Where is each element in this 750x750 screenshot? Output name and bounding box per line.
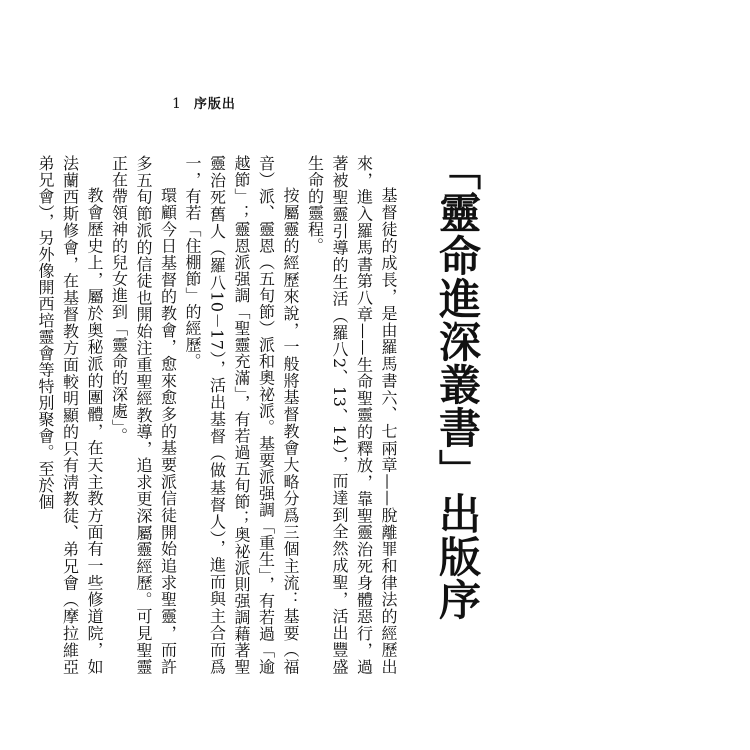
page-title: 「靈命進深叢書」出版序 xyxy=(433,148,482,621)
page-number: 1 xyxy=(172,96,182,112)
running-head-title: 序版出 xyxy=(193,97,236,112)
paragraph: 按屬靈的經歷來說，一般將基督教會大略分爲三個主流：基要（福音）派、靈恩（五旬節）派和奧祕派。基要派强調「重生」，有若過「逾越節」；靈恩派强調「聖靈充滿」，有若過五旬節；奥祕派則强調藉著聖靈治死舊人（羅八10－17），活出基督（做基督人），進而與主合而爲一，有若「住棚節」的經歷。 xyxy=(183,155,300,675)
running-head xyxy=(172,93,236,112)
paragraph: 基督徒的成長，是由羅馬書六、七兩章——脫離罪和律法的經歷出來，進入羅馬書第八章——生命聖靈的釋放，靠聖靈治死身體惡行，過著被聖靈引導的生活（羅八2、13、14），而達到全然成聖，活出豐盛生命的靈程。 xyxy=(305,155,398,675)
body-text xyxy=(36,155,400,675)
paragraph: 教會歷史上，屬於奥秘派的團體，在天主教方面有一些修道院，如法蘭西斯修會，在基督教方面較明顯的只有淸教徒、弟兄會（摩拉維亞弟兄會），另外像開西培靈會等特別聚會。至於個 xyxy=(36,155,104,675)
paragraph: 環顧今日基督的教會，愈來愈多的基要派信徒開始追求聖靈，而許多五旬節派的信徒也開始注重聖經教導，追求更深屬靈經歷。可見聖靈正在帶領神的兒女進到「靈命的深處」。 xyxy=(109,155,178,675)
